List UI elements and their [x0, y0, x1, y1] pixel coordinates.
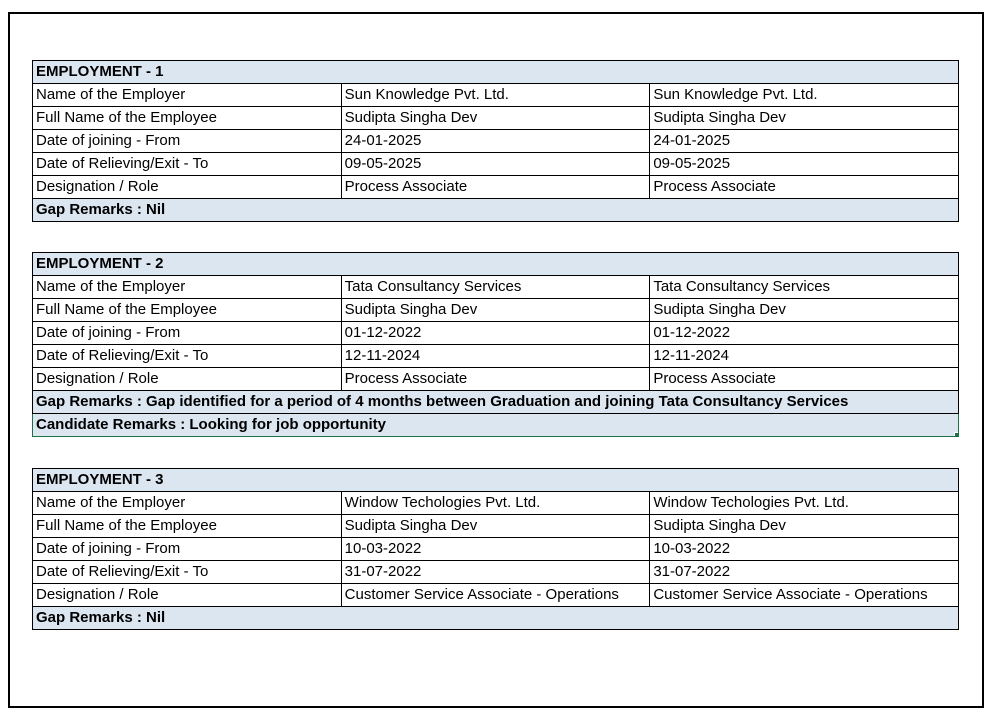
candidate-remarks: Candidate Remarks : Looking for job opportunity: [36, 416, 387, 433]
row-label[interactable]: Designation / Role: [33, 176, 342, 199]
verified-value[interactable]: 10-03-2022: [650, 538, 959, 561]
verified-value[interactable]: 24-01-2025: [650, 130, 959, 153]
row-label[interactable]: Full Name of the Employee: [33, 299, 342, 322]
employee-row: [33, 515, 959, 538]
date-from-row: [33, 538, 959, 561]
claimed-value[interactable]: Sudipta Singha Dev: [341, 515, 650, 538]
candidate-remarks-selected-cell[interactable]: [33, 414, 959, 437]
designation-row: [33, 584, 959, 607]
row-label[interactable]: Designation / Role: [33, 368, 342, 391]
gap-remarks-row: [33, 607, 959, 630]
row-label[interactable]: Full Name of the Employee: [33, 107, 342, 130]
row-label[interactable]: Name of the Employer: [33, 276, 342, 299]
employment-header-row: [33, 61, 959, 84]
row-label[interactable]: Date of Relieving/Exit - To: [33, 153, 342, 176]
employment-1-table: [32, 60, 959, 222]
verified-value[interactable]: Sun Knowledge Pvt. Ltd.: [650, 84, 959, 107]
row-label[interactable]: Date of joining - From: [33, 322, 342, 345]
date-to-row: [33, 153, 959, 176]
claimed-value[interactable]: Process Associate: [341, 368, 650, 391]
date-to-row: [33, 345, 959, 368]
verified-value[interactable]: Sudipta Singha Dev: [650, 107, 959, 130]
gap-remarks[interactable]: Gap Remarks : Nil: [33, 199, 959, 222]
claimed-value[interactable]: 24-01-2025: [341, 130, 650, 153]
verified-value[interactable]: Process Associate: [650, 368, 959, 391]
verified-value[interactable]: 01-12-2022: [650, 322, 959, 345]
claimed-value[interactable]: 12-11-2024: [341, 345, 650, 368]
claimed-value[interactable]: 09-05-2025: [341, 153, 650, 176]
row-label[interactable]: Date of joining - From: [33, 130, 342, 153]
employer-row: [33, 84, 959, 107]
row-label[interactable]: Name of the Employer: [33, 492, 342, 515]
claimed-value[interactable]: Tata Consultancy Services: [341, 276, 650, 299]
employment-title[interactable]: EMPLOYMENT - 2: [33, 253, 959, 276]
employment-title[interactable]: EMPLOYMENT - 3: [33, 469, 959, 492]
claimed-value[interactable]: 31-07-2022: [341, 561, 650, 584]
date-from-row: [33, 322, 959, 345]
row-label[interactable]: Date of joining - From: [33, 538, 342, 561]
claimed-value[interactable]: Sun Knowledge Pvt. Ltd.: [341, 84, 650, 107]
claimed-value[interactable]: 01-12-2022: [341, 322, 650, 345]
date-from-row: [33, 130, 959, 153]
employment-title[interactable]: EMPLOYMENT - 1: [33, 61, 959, 84]
verified-value[interactable]: Tata Consultancy Services: [650, 276, 959, 299]
claimed-value[interactable]: 10-03-2022: [341, 538, 650, 561]
verified-value[interactable]: Process Associate: [650, 176, 959, 199]
row-label[interactable]: Name of the Employer: [33, 84, 342, 107]
employer-row: [33, 276, 959, 299]
verified-value[interactable]: Customer Service Associate - Operations: [650, 584, 959, 607]
date-to-row: [33, 561, 959, 584]
fill-handle[interactable]: [954, 432, 959, 437]
row-label[interactable]: Date of Relieving/Exit - To: [33, 561, 342, 584]
employee-row: [33, 107, 959, 130]
employee-row: [33, 299, 959, 322]
verified-value[interactable]: Sudipta Singha Dev: [650, 299, 959, 322]
claimed-value[interactable]: Window Techologies Pvt. Ltd.: [341, 492, 650, 515]
employment-header-row: [33, 253, 959, 276]
claimed-value[interactable]: Sudipta Singha Dev: [341, 299, 650, 322]
employer-row: [33, 492, 959, 515]
designation-row: [33, 176, 959, 199]
claimed-value[interactable]: Customer Service Associate - Operations: [341, 584, 650, 607]
row-label[interactable]: Date of Relieving/Exit - To: [33, 345, 342, 368]
verified-value[interactable]: 12-11-2024: [650, 345, 959, 368]
employment-header-row: [33, 469, 959, 492]
gap-remarks-row: [33, 391, 959, 414]
verified-value[interactable]: 09-05-2025: [650, 153, 959, 176]
verified-value[interactable]: 31-07-2022: [650, 561, 959, 584]
gap-remarks[interactable]: Gap Remarks : Nil: [33, 607, 959, 630]
employment-3-table: [32, 468, 959, 630]
claimed-value[interactable]: Sudipta Singha Dev: [341, 107, 650, 130]
employment-2-table: [32, 252, 959, 437]
gap-remarks[interactable]: Gap Remarks : Gap identified for a period of 4 months between Graduation and joining Tata Consultancy Services: [33, 391, 959, 414]
row-label[interactable]: Full Name of the Employee: [33, 515, 342, 538]
verified-value[interactable]: Sudipta Singha Dev: [650, 515, 959, 538]
row-label[interactable]: Designation / Role: [33, 584, 342, 607]
designation-row: [33, 368, 959, 391]
verified-value[interactable]: Window Techologies Pvt. Ltd.: [650, 492, 959, 515]
gap-remarks-row: [33, 199, 959, 222]
candidate-remarks-row: [33, 414, 959, 437]
claimed-value[interactable]: Process Associate: [341, 176, 650, 199]
